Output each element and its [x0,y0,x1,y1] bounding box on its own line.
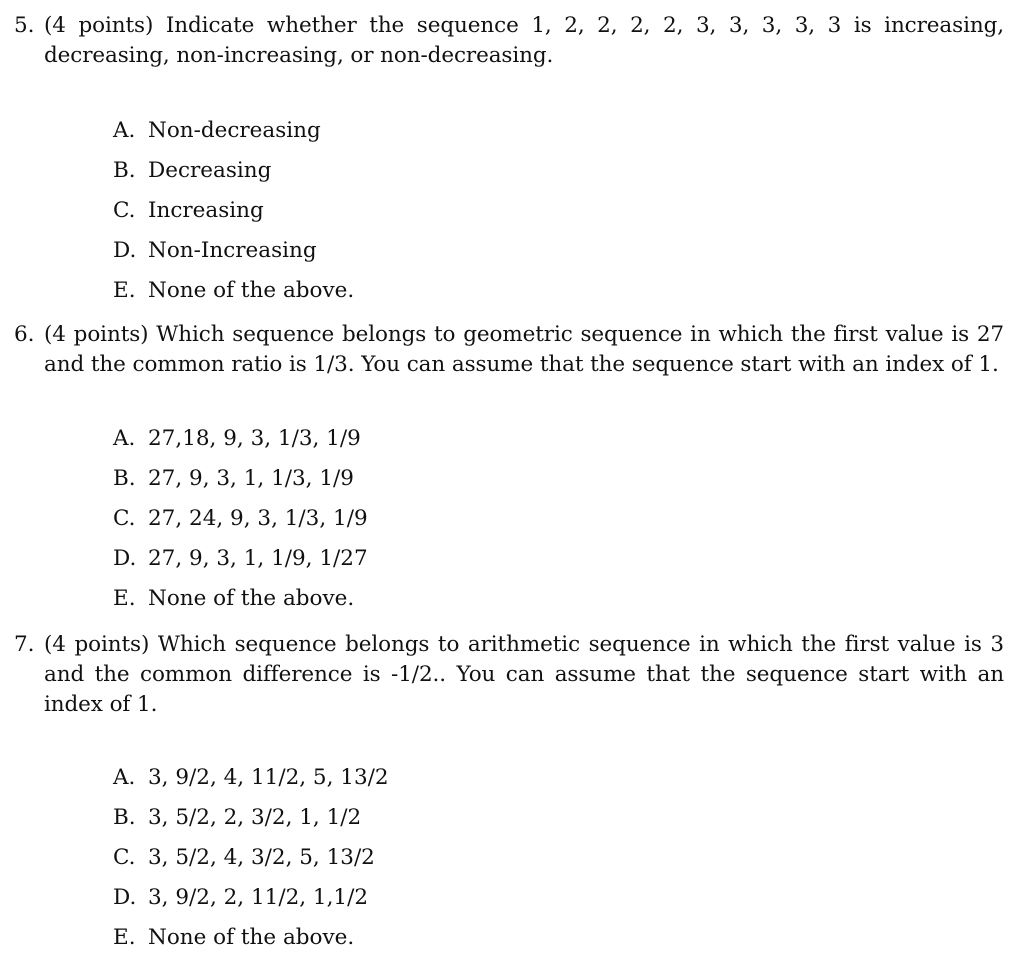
option-letter: A. [113,765,136,790]
option-letter: D. [113,546,137,571]
answer-options [113,758,389,958]
option-text: None of the above. [148,925,355,950]
option-letter: C. [113,506,136,531]
answer-option-d [113,539,368,579]
answer-option-d [113,231,354,271]
option-text: Non-Increasing [148,238,317,263]
option-text: 27, 9, 3, 1, 1/9, 1/27 [148,546,368,571]
option-letter: E. [113,586,136,611]
answer-option-c [113,838,389,878]
option-letter: D. [113,238,137,263]
answer-option-c [113,499,368,539]
question-text: (4 points) Which sequence belongs to geometric sequence in which the first value is 27 and the common ratio is 1/3. You can assume that the sequence start with an index of 1. [44,322,1004,377]
option-letter: E. [113,925,136,950]
option-letter: A. [113,118,136,143]
answer-option-d [113,878,389,918]
option-letter: C. [113,198,136,223]
option-letter: A. [113,426,136,451]
answer-option-b [113,151,354,191]
option-text: 3, 5/2, 2, 3/2, 1, 1/2 [148,805,362,830]
option-letter: B. [113,805,136,830]
answer-option-e [113,918,389,958]
answer-option-c [113,191,354,231]
answer-option-a [113,758,389,798]
option-letter: B. [113,158,136,183]
option-text: None of the above. [148,586,355,611]
option-text: 27, 9, 3, 1, 1/3, 1/9 [148,466,354,491]
answer-option-e [113,271,354,311]
question-number: 6. [14,322,35,347]
option-letter: D. [113,885,137,910]
option-text: Increasing [148,198,264,223]
question-text: (4 points) Indicate whether the sequence 1, 2, 2, 2, 2, 3, 3, 3, 3, 3 is increasing, decreasing, non-increasing, or non-decreasing. [44,13,1004,68]
option-letter: B. [113,466,136,491]
question-prompt [14,11,1004,71]
option-letter: C. [113,845,136,870]
option-text: None of the above. [148,278,355,303]
answer-option-b [113,459,368,499]
answer-option-a [113,419,368,459]
question-prompt [14,630,1004,720]
answer-options [113,419,368,619]
option-text: 27,18, 9, 3, 1/3, 1/9 [148,426,361,451]
answer-option-e [113,579,368,619]
option-letter: E. [113,278,136,303]
answer-option-b [113,798,389,838]
question-number: 5. [14,13,35,38]
option-text: 3, 5/2, 4, 3/2, 5, 13/2 [148,845,375,870]
question-text: (4 points) Which sequence belongs to arithmetic sequence in which the first value is 3 and the common difference is -1/2.. You can assume that the sequence start with an index of 1. [44,632,1004,717]
option-text: 3, 9/2, 2, 11/2, 1,1/2 [148,885,369,910]
answer-option-a [113,111,354,151]
question-number: 7. [14,632,35,657]
option-text: 3, 9/2, 4, 11/2, 5, 13/2 [148,765,389,790]
question-prompt [14,320,1004,380]
option-text: Decreasing [148,158,272,183]
option-text: Non-decreasing [148,118,321,143]
answer-options [113,111,354,311]
option-text: 27, 24, 9, 3, 1/3, 1/9 [148,506,368,531]
